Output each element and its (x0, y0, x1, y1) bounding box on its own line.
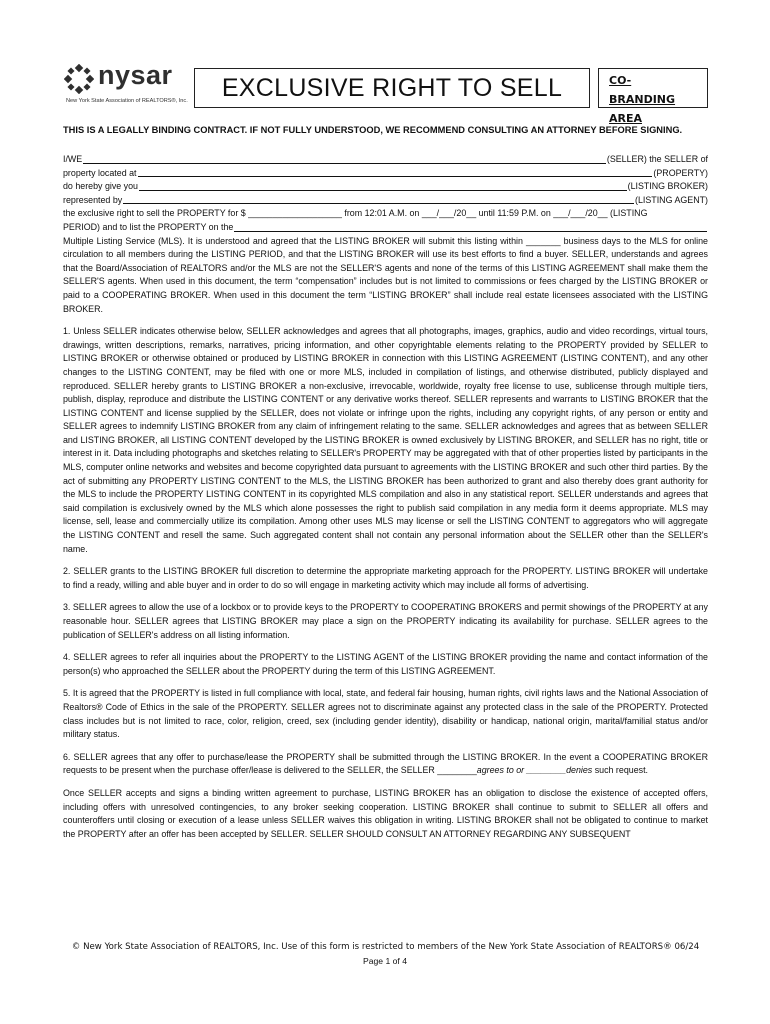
period-line (63, 221, 708, 235)
mls-name-field[interactable] (234, 221, 707, 232)
represented-by-label: represented by (63, 194, 123, 205)
nysar-logo (64, 62, 194, 112)
broker-line (63, 180, 708, 194)
paragraph-6-main: 6. SELLER agrees that any offer to purchase/lease the PROPERTY shall be submitted through the LISTING BROKER. In the event a COOPERATING BROKER requests to be present when the purchase offer/lease is delivered to the SELLER, the SELLER ________ (63, 751, 708, 776)
seller-label: (SELLER) the SELLER of (606, 154, 708, 164)
paragraph-7: Once SELLER accepts and signs a binding written agreement to purchase, LISTING BROKER has an obligation to disclose the existence of accepted offers, including offers with unresolved contingencies, to any broker seeking cooperation. LISTING BROKER shall continue to submit to SELLER all offers and counteroffers until closing or execution of a lease unless SELLER waives this obligation in writing. LISTING BROKER shall not be obligated to continue to market the PROPERTY after an offer has been accepted by SELLER. SELLER SHOULD CONSULT AN ATTORNEY REGARDING ANY SUBSEQUENT (63, 787, 708, 839)
property-located-label: property located at (63, 167, 137, 178)
paragraph-6-end: such request. (592, 765, 648, 776)
logo-subtext: New York State Association of REALTORS®, Inc. (66, 98, 188, 104)
agent-line (63, 194, 708, 208)
listing-agent-label: (LISTING AGENT) (635, 194, 708, 205)
paragraph-3: 3. SELLER agrees to allow the use of a lockbox or to provide keys to the PROPERTY to COOPERATING BROKERS and permit showings of the PROPERTY at any reasonable hour. SELLER agrees that LISTING BROKER may place a sign on the PROPERTY indicating its availability for purchase. SELLER agrees to the publication of SELLER's address on all listing information. (63, 602, 708, 640)
footer-copyright: © New York State Association of REALTORS, Inc. Use of this form is restricted to members of the New York State Association of REALTORS® 06/24 (71, 942, 700, 952)
listing-broker-field[interactable] (139, 180, 627, 191)
seller-line (63, 153, 708, 167)
paragraph-4: 4. SELLER agrees to refer all inquiries about the PROPERTY to the LISTING AGENT of the LISTING BROKER providing the name and contact information of the person(s) who approached the SELLER about the PROPERTY during the term of this LISTING AGREEMENT. (63, 652, 708, 676)
cobranding-area: CO-BRANDING AREA (598, 68, 708, 108)
agrees-denies-choice[interactable]: agrees to or ________denies (476, 765, 593, 776)
listing-broker-label: (LISTING BROKER) (627, 181, 708, 192)
intro-paragraph: Multiple Listing Service (MLS). It is understood and agreed that the LISTING BROKER will submit this listing within _______ business days to the MLS for online circulation to all members during the LISTING PERIOD, and that the LISTING BROKER will use its best efforts to find a buyer. SELLER, understands and agrees that the Board/Association of REALTORS and/or the MLS are not the SELLER'S agents and none of the terms of this LISTING AGREEMENT shall make them the SELLER'S agents. When used in this document, the term “compensation” includes but is not limited to commissions or fees charged by the LISTING BROKER or paid to a COOPERATING BROKER. When used in this document the term “LISTING BROKER” shall include real estate licensees associated with the LISTING BROKER. (63, 235, 708, 314)
paragraph-2: 2. SELLER grants to the LISTING BROKER full discretion to determine the appropriate marketing approach for the PROPERTY. LISTING BROKER will undertake to find a ready, willing and able buyer and in order to do so will engage in marketing activity which may include all forms of advertising. (63, 566, 708, 590)
listing-agent-field[interactable] (123, 194, 634, 205)
exclusive-right-line: the exclusive right to sell the PROPERTY for $ ___________________ from 12:01 A.M. on ___/___/20__ until 11:59 P.M. on ___/___/20__ (LISTING (63, 208, 648, 219)
seller-name-field[interactable] (83, 153, 606, 164)
nysar-logo-icon (64, 64, 94, 94)
hereby-label: do hereby give you (63, 181, 138, 192)
property-line (63, 167, 708, 181)
legal-warning: THIS IS A LEGALLY BINDING CONTRACT. IF NOT FULLY UNDERSTOOD, WE RECOMMEND CONSULTING AN ATTORNEY BEFORE SIGNING. (63, 125, 683, 135)
paragraph-5: 5. It is agreed that the PROPERTY is listed in full compliance with local, state, and federal fair housing, human rights, civil rights laws and the National Association of Realtors® Code of Ethics in the sale of the PROPERTY. SELLER agrees not to discriminate against any protected class in the sale of the PROPERTY. Protected class includes but is not limited to race, color, religion, creed, sex (including gender identity), disability or handicap, national origin, marital/familial status and/or military status. (63, 688, 708, 740)
period-label: PERIOD) and to list the PROPERTY on the (63, 221, 234, 232)
paragraph-1: 1. Unless SELLER indicates otherwise below, SELLER acknowledges and agrees that all photographs, images, graphics, audio and video recordings, virtual tours, drawings, written descriptions, remarks, narratives, pricing information, and other copyrightable elements relating to the PROPERTY provided by SELLER to LISTING BROKER or otherwise obtained or produced by LISTING BROKER in connection with this LISTING AGREEMENT (LISTING CONTENT), and any other changes to the LISTING CONTENT, may be filed with one or more MLS, included in compilation of listings, and otherwise distributed, publicly displayed and reproduced. SELLER hereby grants to LISTING BROKER a non-exclusive, irrevocable, worldwide, royalty free license to use, sublicense through multiple tiers, publish, display, reproduce and distribute the LISTING CONTENT or any derivative works thereof. SELLER represents and warrants to LISTING BROKER that the LISTING CONTENT and license supplied by the SELLER, does not violate or infringe upon the rights, including any copyright rights, of any person or entity and SELLER agrees to indemnify LISTING BROKER from any claim of infringement relating to the same. SELLER acknowledges and agrees that as between SELLER and LISTING BROKER, all LISTING CONTENT developed by the LISTING BROKER is owned exclusively by LISTING BROKER, and SELLER has no right, title or interest in it. Data including photographs and sketches relating to SELLER's PROPERTY may be aggregated with that of other properties listed by participants in the MLS, computer online networks and websites and become copyrighted data pursuant to agreements with the LISTING BROKER and such other third parties. By the act of submitting any PROPERTY LISTING CONTENT to the MLS, the LISTING BROKER has been authorized to grant and also thereby does grant authority for the MLS to include the PROPERTY LISTING CONTENT in its copyrighted MLS compilation and also in any statistical report. SELLER understands and agrees that said compilation is exclusively owned by the MLS which alone possesses the right to publish said compilation in any media form it deems appropriate. MLS may license, sell, lease and commercially utilize its compilation. Among other uses MLS may license or sell the LISTING CONTENT to aggregators who will aggregate the LISTING CONTENT and resell the same. Such aggregated content shall not contain any personal information about the SELLER other than the SELLER's name. (63, 326, 708, 554)
logo-wordmark: nysar (98, 60, 173, 90)
property-label: (PROPERTY) (653, 167, 708, 178)
page-number: Page 1 of 4 (363, 956, 407, 966)
contract-body (63, 153, 708, 850)
property-address-field[interactable] (138, 167, 653, 178)
iwe-label: I/WE (63, 154, 83, 164)
paragraph-6 (63, 751, 708, 778)
document-title: EXCLUSIVE RIGHT TO SELL (194, 68, 590, 108)
